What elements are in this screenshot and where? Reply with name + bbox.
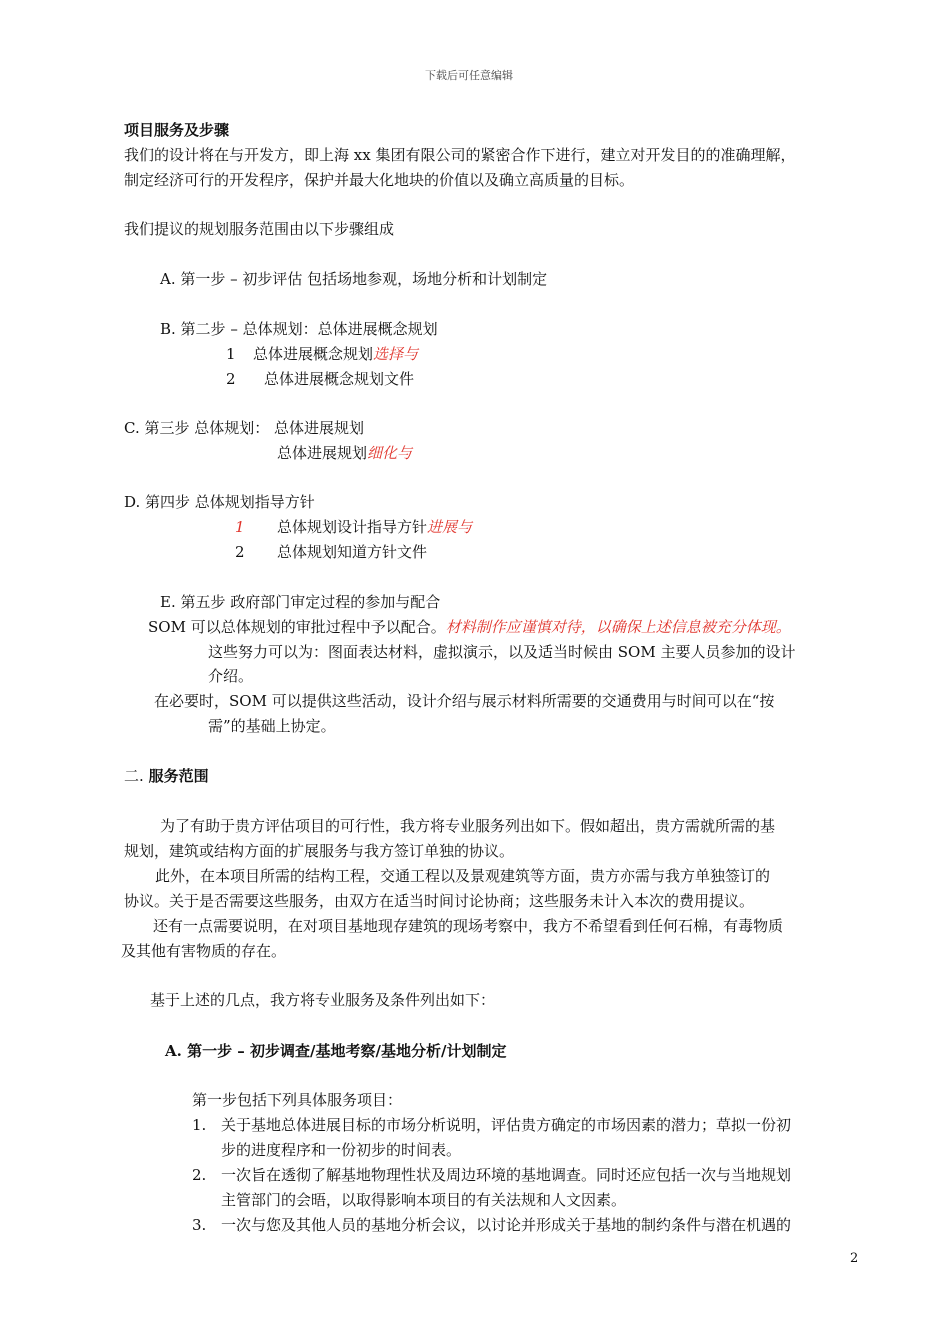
step-e: E. 第五步 政府部门审定过程的参加与配合 — [160, 593, 441, 611]
list-item-1-num: 1. — [192, 1116, 207, 1134]
step-c-sub — [277, 441, 412, 465]
step-c-sub-red: 细化与 — [367, 444, 413, 462]
step-d-item-1-num: 1 — [235, 518, 245, 536]
para-2-line-1: 此外，在本项目所需的结构工程，交通工程以及景观建筑等方面，贵方亦需与我方单独签订的 — [155, 867, 771, 885]
para-1-line-2: 规划，建筑或结构方面的扩展服务与我方签订单独的协议。 — [124, 842, 515, 860]
step-a-intro: 第一步包括下列具体服务项目： — [192, 1091, 403, 1109]
step-d: D. 第四步 总体规划指导方针 — [124, 493, 315, 511]
section-title: 项目服务及步骤 — [124, 121, 230, 139]
step-a-heading: A. 第一步 – 初步调查/基地考察/基地分析/计划制定 — [165, 1042, 507, 1060]
step-b: B. 第二步 – 总体规划：总体进展概念规划 — [160, 320, 438, 338]
step-a: A. 第一步 – 初步评估 包括场地参观，场地分析和计划制定 — [160, 270, 548, 288]
section-2-heading — [124, 764, 209, 788]
section-2-title: 服务范围 — [148, 767, 209, 785]
step-d-item-2-num: 2 — [235, 543, 245, 561]
list-item-2-line-2: 主管部门的会晤，以取得影响本项目的有关法规和人文因素。 — [221, 1191, 627, 1209]
som-line — [148, 615, 791, 639]
necessary-line-2: 需”的基础上协定。 — [208, 717, 336, 735]
step-b-item-2: 总体进展概念规划文件 — [264, 370, 415, 388]
list-item-2-num: 2. — [192, 1166, 207, 1184]
step-d-item-2: 总体规划知道方针文件 — [277, 543, 428, 561]
step-c: C. 第三步 总体规划： 总体进展规划 — [124, 419, 365, 437]
page-header: 下载后可任意编辑 — [425, 69, 513, 82]
necessary-line-1: 在必要时，SOM 可以提供这些活动，设计介绍与展示材料所需要的交通费用与时间可以在“按 — [154, 692, 775, 710]
som-line-text: SOM 可以总体规划的审批过程中予以配合。 — [148, 618, 446, 636]
intro-line-2: 制定经济可行的开发程序，保护并最大化地块的价值以及确立高质量的目标。 — [124, 171, 635, 189]
step-b-item-2-num: 2 — [226, 370, 236, 388]
step-b-item-1-num: 1 — [226, 345, 236, 363]
step-c-sub-text: 总体进展规划 — [277, 444, 368, 462]
list-item-1-line-2: 步的进度程序和一份初步的时间表。 — [221, 1141, 462, 1159]
step-d-item-1-text: 总体规划设计指导方针 — [277, 518, 428, 536]
step-d-item-1-red: 进展与 — [427, 518, 473, 536]
list-item-3-num: 3. — [192, 1216, 207, 1234]
step-b-item-1-red: 选择与 — [373, 345, 419, 363]
para-4: 基于上述的几点，我方将专业服务及条件列出如下： — [150, 991, 496, 1009]
intro-line-1: 我们的设计将在与开发方，即上海 xx 集团有限公司的紧密合作下进行，建立对开发目的的准确理解， — [124, 146, 796, 164]
efforts-line-1: 这些努力可以为：图面表达材料，虚拟演示，以及适当时候由 SOM 主要人员参加的设计 — [208, 643, 796, 661]
para-2-line-2: 协议。关于是否需要这些服务，由双方在适当时间讨论协商；这些服务未计入本次的费用提议。 — [124, 892, 755, 910]
efforts-line-2: 介绍。 — [208, 667, 254, 685]
scope-intro: 我们提议的规划服务范围由以下步骤组成 — [124, 220, 395, 238]
para-3-line-1: 还有一点需要说明，在对项目基地现存建筑的现场考察中，我方不希望看到任何石棉，有毒物质 — [153, 917, 784, 935]
page-number: 2 — [850, 1251, 859, 1266]
som-line-red: 材料制作应谨慎对待，以确保上述信息被充分体现。 — [445, 618, 791, 636]
list-item-3-line-1: 一次与您及其他人员的基地分析会议，以讨论并形成关于基地的制约条件与潜在机遇的 — [221, 1216, 792, 1234]
step-d-item-1 — [277, 515, 472, 539]
section-2-number: 二. — [124, 767, 144, 785]
step-b-item-1-text: 总体进展概念规划 — [253, 345, 374, 363]
step-b-item-1 — [253, 342, 418, 366]
para-3-line-2: 及其他有害物质的存在。 — [121, 942, 287, 960]
list-item-1-line-1: 关于基地总体进展目标的市场分析说明，评估贵方确定的市场因素的潜力；草拟一份初 — [221, 1116, 792, 1134]
list-item-2-line-1: 一次旨在透彻了解基地物理性状及周边环境的基地调查。同时还应包括一次与当地规划 — [221, 1166, 792, 1184]
para-1-line-1: 为了有助于贵方评估项目的可行性，我方将专业服务列出如下。假如超出，贵方需就所需的基 — [160, 817, 776, 835]
